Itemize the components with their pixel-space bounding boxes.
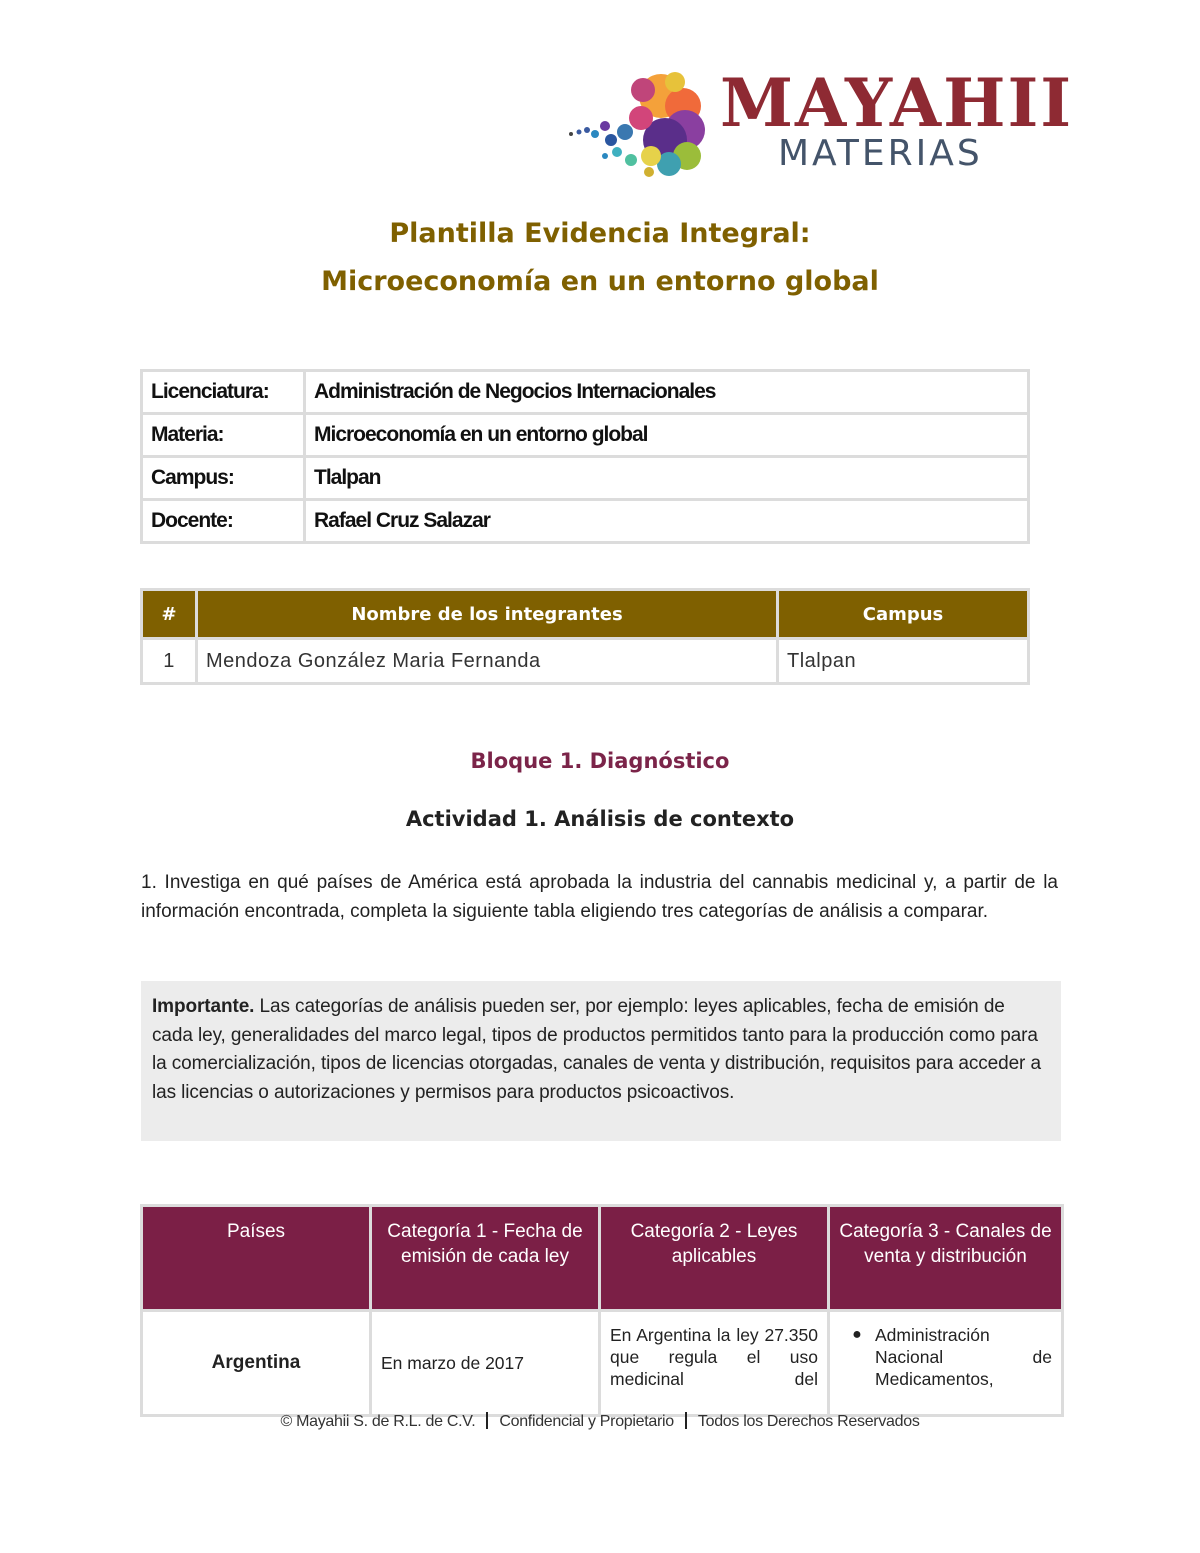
info-value: Microeconomía en un entorno global [306, 415, 1027, 455]
footer-confidential: Confidencial y Propietario [499, 1413, 674, 1430]
logo-subtitle: MATERIAS [778, 133, 983, 174]
activity-heading: Actividad 1. Análisis de contexto [405, 807, 795, 831]
info-row [143, 415, 1027, 455]
info-row [143, 458, 1027, 498]
countries-header-row [143, 1207, 1061, 1309]
table-row [143, 640, 1027, 682]
info-row [143, 372, 1027, 412]
category-2-text: En Argentina la ley 27.350 que regula el uso medicinal del [610, 1325, 818, 1389]
list-item [839, 1324, 1052, 1390]
header-category-2: Categoría 2 - Leyes aplicables [601, 1207, 827, 1309]
head-logo-icon [565, 68, 715, 183]
country-name: Argentina [143, 1312, 369, 1414]
category-3-cell [830, 1312, 1061, 1414]
document-title: Plantilla Evidencia Integral: [389, 218, 811, 249]
instruction-paragraph: 1. Investiga en qué países de América está aprobada la industria del cannabis medicinal y, a partir de la información encontrada, completa la siguiente tabla eligiendo tres categorías de análisis a comparar. [141, 872, 1058, 922]
important-note [141, 981, 1061, 1141]
members-header-row [143, 591, 1027, 637]
info-label: Materia: [143, 415, 303, 455]
table-row [143, 1312, 1061, 1414]
countries-comparison-table [140, 1204, 1064, 1417]
info-label: Licenciatura: [143, 372, 303, 412]
header-num: # [143, 591, 195, 637]
info-value: Administración de Negocios Internacionales [306, 372, 1027, 412]
document-subtitle: Microeconomía en un entorno global [321, 266, 879, 297]
header-name: Nombre de los integrantes [198, 591, 776, 637]
info-row [143, 501, 1027, 541]
members-table [140, 588, 1030, 685]
logo-wordmark: MAYAHII [720, 64, 1074, 142]
footer-copyright: © Mayahii S. de R.L. de C.V. [280, 1413, 476, 1430]
important-text: Las categorías de análisis pueden ser, por ejemplo: leyes aplicables, fecha de emisión de cada ley, generalidades del marco legal, tipos de productos permitidos tanto para la producción como para la comercialización, tipos de licencias otorgadas, canales de venta y distribución, requisitos para acceder a las licencias o autorizaciones y permisos para productos psicoactivos. [152, 996, 1041, 1103]
category-2-cell [601, 1312, 827, 1414]
header-campus: Campus [779, 591, 1027, 637]
info-label: Docente: [143, 501, 303, 541]
important-label: Importante. [152, 996, 255, 1017]
info-value: Tlalpan [306, 458, 1027, 498]
member-campus: Tlalpan [779, 640, 1027, 682]
page-footer [0, 1412, 1200, 1431]
member-num: 1 [143, 640, 195, 682]
footer-separator [486, 1412, 488, 1429]
header-category-1: Categoría 1 - Fecha de emisión de cada ley [372, 1207, 598, 1309]
category-1-cell: En marzo de 2017 [372, 1312, 598, 1414]
footer-separator [685, 1412, 687, 1429]
footer-rights: Todos los Derechos Reservados [697, 1413, 920, 1430]
header-category-3: Categoría 3 - Canales de venta y distribución [830, 1207, 1061, 1309]
bullet-icon: ● [852, 1326, 862, 1343]
info-label: Campus: [143, 458, 303, 498]
info-value: Rafael Cruz Salazar [306, 501, 1027, 541]
category-3-text: Administración Nacional de Medicamentos, [875, 1325, 1052, 1389]
member-name: Mendoza González Maria Fernanda [198, 640, 776, 682]
block-heading: Bloque 1. Diagnóstico [470, 749, 730, 773]
company-logo [565, 64, 1074, 183]
course-info-table [140, 369, 1030, 544]
header-countries: Países [143, 1207, 369, 1309]
